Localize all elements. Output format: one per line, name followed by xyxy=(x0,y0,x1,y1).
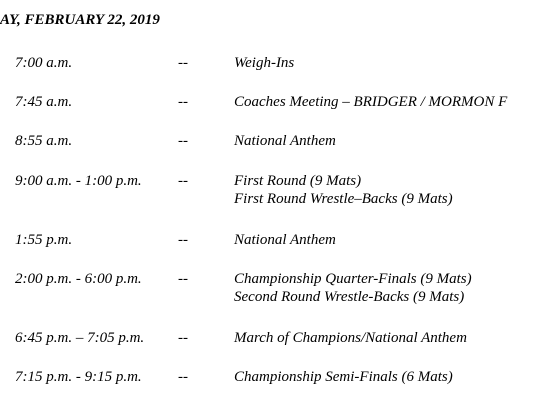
event-line: First Round (9 Mats) xyxy=(234,173,362,189)
schedule-row xyxy=(0,93,540,133)
event-line: National Anthem xyxy=(234,133,336,149)
event-line: March of Champions/National Anthem xyxy=(234,330,467,346)
schedule-separator: -- xyxy=(178,55,188,71)
schedule-row xyxy=(0,172,540,212)
schedule-separator: -- xyxy=(178,330,188,346)
schedule-event xyxy=(234,329,467,347)
schedule-event xyxy=(234,132,336,150)
schedule-time: 6:45 p.m. – 7:05 p.m. xyxy=(15,330,145,346)
schedule-separator: -- xyxy=(178,94,188,110)
schedule-time: 7:45 a.m. xyxy=(15,94,73,110)
schedule-event xyxy=(234,93,507,111)
event-line: Weigh-Ins xyxy=(234,55,295,71)
schedule-row xyxy=(0,132,540,172)
schedule-event xyxy=(234,54,294,72)
schedule-row xyxy=(0,368,540,408)
schedule-event xyxy=(234,172,453,208)
event-line: Championship Semi-Finals (6 Mats) xyxy=(234,369,453,385)
schedule-separator: -- xyxy=(178,173,188,189)
schedule-separator: -- xyxy=(178,369,188,385)
schedule-separator: -- xyxy=(178,271,188,287)
schedule-separator: -- xyxy=(178,133,188,149)
schedule-time: 7:00 a.m. xyxy=(15,55,73,71)
schedule-row xyxy=(0,54,540,94)
event-line: Coaches Meeting – BRIDGER / MORMON F xyxy=(234,94,508,110)
event-line: Championship Quarter-Finals (9 Mats) xyxy=(234,271,472,287)
schedule-event xyxy=(234,270,472,306)
schedule-row xyxy=(0,329,540,369)
event-line: First Round Wrestle–Backs (9 Mats) xyxy=(234,191,453,207)
schedule-time: 9:00 a.m. - 1:00 p.m. xyxy=(15,173,142,189)
schedule-event xyxy=(234,368,453,386)
schedule-time: 2:00 p.m. - 6:00 p.m. xyxy=(15,271,142,287)
schedule-separator: -- xyxy=(178,232,188,248)
schedule-time: 1:55 p.m. xyxy=(15,232,73,248)
event-line: Second Round Wrestle-Backs (9 Mats) xyxy=(234,289,465,305)
schedule-row xyxy=(0,231,540,271)
schedule-event xyxy=(234,231,336,249)
schedule-date-heading: AY, FEBRUARY 22, 2019 xyxy=(0,12,160,28)
schedule-time: 8:55 a.m. xyxy=(15,133,73,149)
event-line: National Anthem xyxy=(234,232,336,248)
schedule-time: 7:15 p.m. - 9:15 p.m. xyxy=(15,369,142,385)
schedule-row xyxy=(0,270,540,310)
